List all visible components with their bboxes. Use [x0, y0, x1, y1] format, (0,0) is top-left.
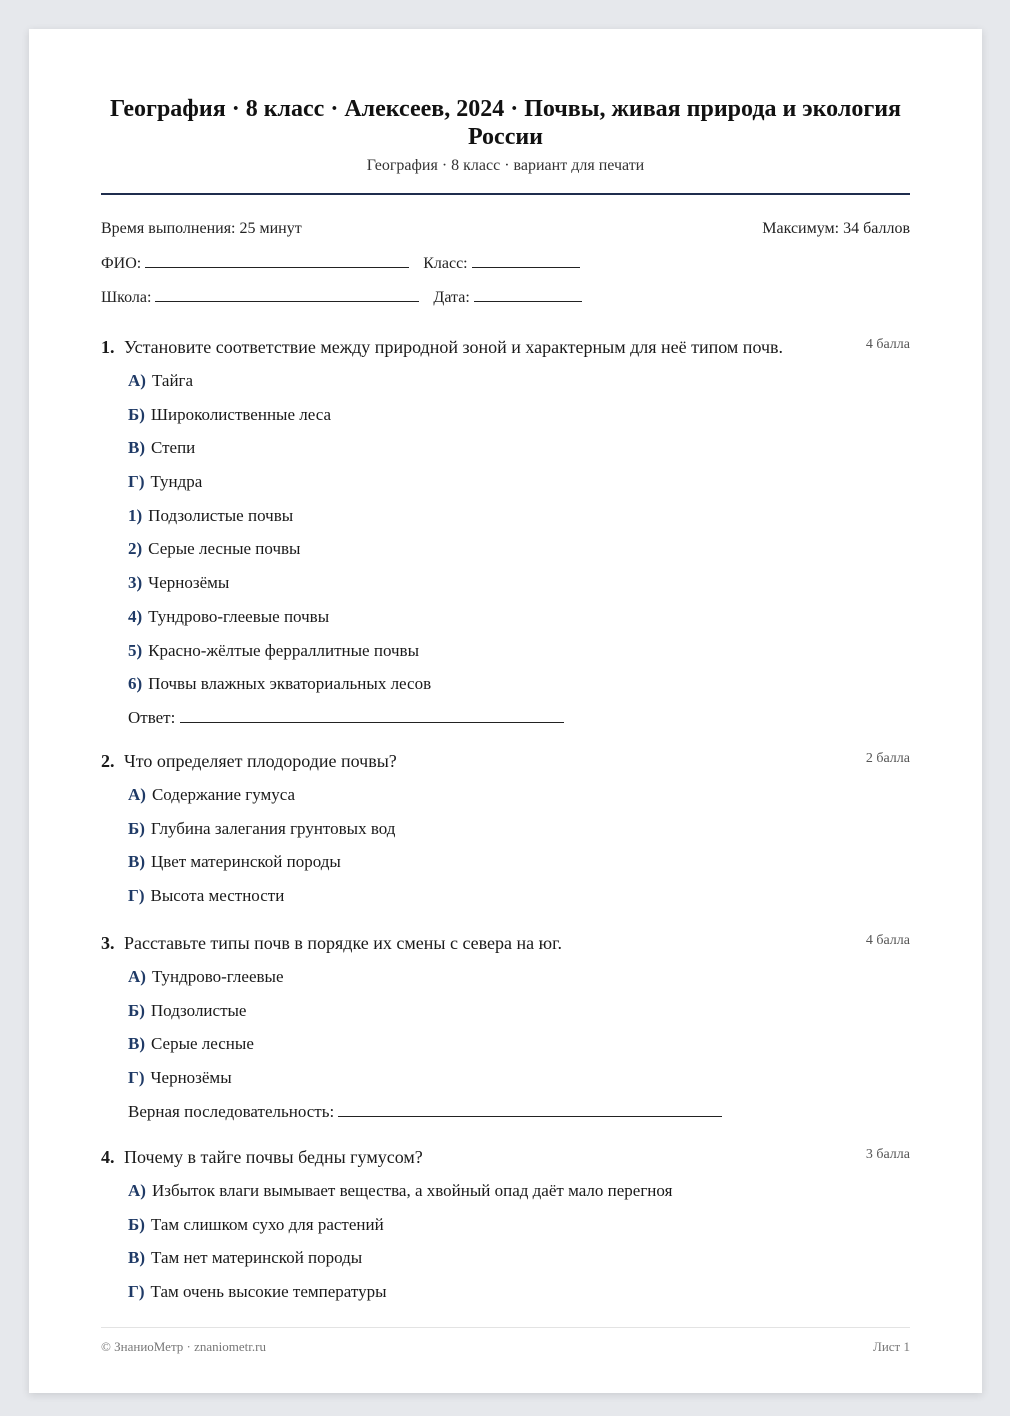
option-g[interactable]: Г) Чернозёмы — [128, 1068, 232, 1088]
question-points: 4 балла — [865, 337, 910, 352]
option-b[interactable]: Б) Подзолистые — [128, 1000, 247, 1020]
answer-field[interactable] — [180, 708, 564, 723]
question-text: Что определяет плодородие почвы? — [124, 751, 397, 771]
fio-label: ФИО: — [101, 255, 142, 272]
question-text: Расставьте типы почв в порядке их смены с севера на юг. — [124, 933, 562, 953]
question-4 — [101, 1147, 910, 1306]
option-g[interactable]: Г) Там очень высокие температуры — [128, 1282, 387, 1302]
option-5[interactable]: 5) Красно-жёлтые ферраллитные почвы — [128, 640, 420, 660]
fio-field[interactable] — [145, 253, 409, 268]
option-v[interactable]: В) Серые лесные — [128, 1034, 254, 1054]
question-points: 2 балла — [865, 751, 910, 766]
class-field[interactable] — [472, 253, 580, 268]
date-field[interactable] — [474, 287, 582, 302]
exam-meta-row — [101, 220, 910, 238]
footer-copyright: © ЗнаниоМетр · znaniometr.ru — [101, 1339, 266, 1354]
option-2[interactable]: 2) Серые лесные почвы — [128, 539, 301, 559]
answer-label: Верная последовательность: — [128, 1101, 335, 1121]
question-points: 4 балла — [865, 933, 910, 948]
question-text: Установите соответствие между природной зоной и характерным для неё типом почв. — [124, 337, 784, 357]
school-field[interactable] — [155, 287, 419, 302]
answer-line — [128, 1092, 910, 1122]
answer-line — [128, 698, 910, 728]
option-v[interactable]: В) Там нет материнской породы — [128, 1248, 363, 1268]
option-g[interactable]: Г) Тундра — [128, 472, 203, 492]
option-6[interactable]: 6) Почвы влажных экваториальных лесов — [128, 674, 432, 694]
option-v[interactable]: В) Цвет материнской породы — [128, 852, 341, 872]
option-a[interactable]: А) Тундрово-глеевые — [128, 967, 284, 986]
question-points: 3 балла — [865, 1147, 910, 1162]
option-g[interactable]: Г) Высота местности — [128, 886, 285, 906]
footer-divider — [101, 1327, 910, 1328]
question-text: Почему в тайге почвы бедны гумусом? — [124, 1147, 423, 1167]
option-b[interactable]: Б) Там слишком сухо для растений — [128, 1214, 384, 1234]
question-number: 1. — [101, 337, 115, 357]
date-label: Дата: — [433, 289, 470, 306]
option-a[interactable]: А) Тайга — [128, 371, 194, 390]
worksheet-page — [29, 29, 982, 1393]
option-b[interactable]: Б) Широколиственные леса — [128, 404, 332, 424]
option-v[interactable]: В) Степи — [128, 438, 196, 458]
option-b[interactable]: Б) Глубина залегания грунтовых вод — [128, 818, 396, 838]
option-3[interactable]: 3) Чернозёмы — [128, 573, 230, 593]
header-divider — [101, 193, 910, 195]
answer-label: Ответ: — [128, 707, 176, 727]
question-number: 4. — [101, 1147, 115, 1167]
question-number: 3. — [101, 933, 115, 953]
option-a[interactable]: А) Содержание гумуса — [128, 785, 296, 804]
question-3 — [101, 933, 910, 1122]
question-1 — [101, 337, 910, 728]
page-subtitle: География · 8 класс · вариант для печати — [366, 157, 645, 174]
school-row — [101, 287, 910, 307]
answer-field[interactable] — [338, 1102, 722, 1117]
time-limit: Время выполнения: 25 минут — [101, 220, 302, 237]
page-number: Лист 1 — [873, 1339, 910, 1354]
max-score: Максимум: 34 баллов — [762, 220, 910, 237]
option-1[interactable]: 1) Подзолистые почвы — [128, 505, 294, 525]
option-4[interactable]: 4) Тундрово-глеевые почвы — [128, 606, 330, 626]
page-title: География · 8 класс · Алексеев, 2024 · Почвы, живая природа и экология России — [109, 96, 902, 150]
option-a[interactable]: А) Избыток влаги вымывает вещества, а хвойный опад даёт мало перегноя — [128, 1181, 673, 1200]
class-label: Класс: — [423, 255, 468, 272]
footer — [101, 1339, 910, 1355]
question-2 — [101, 751, 910, 910]
question-number: 2. — [101, 751, 115, 771]
school-label: Школа: — [101, 289, 152, 306]
student-row — [101, 253, 910, 273]
